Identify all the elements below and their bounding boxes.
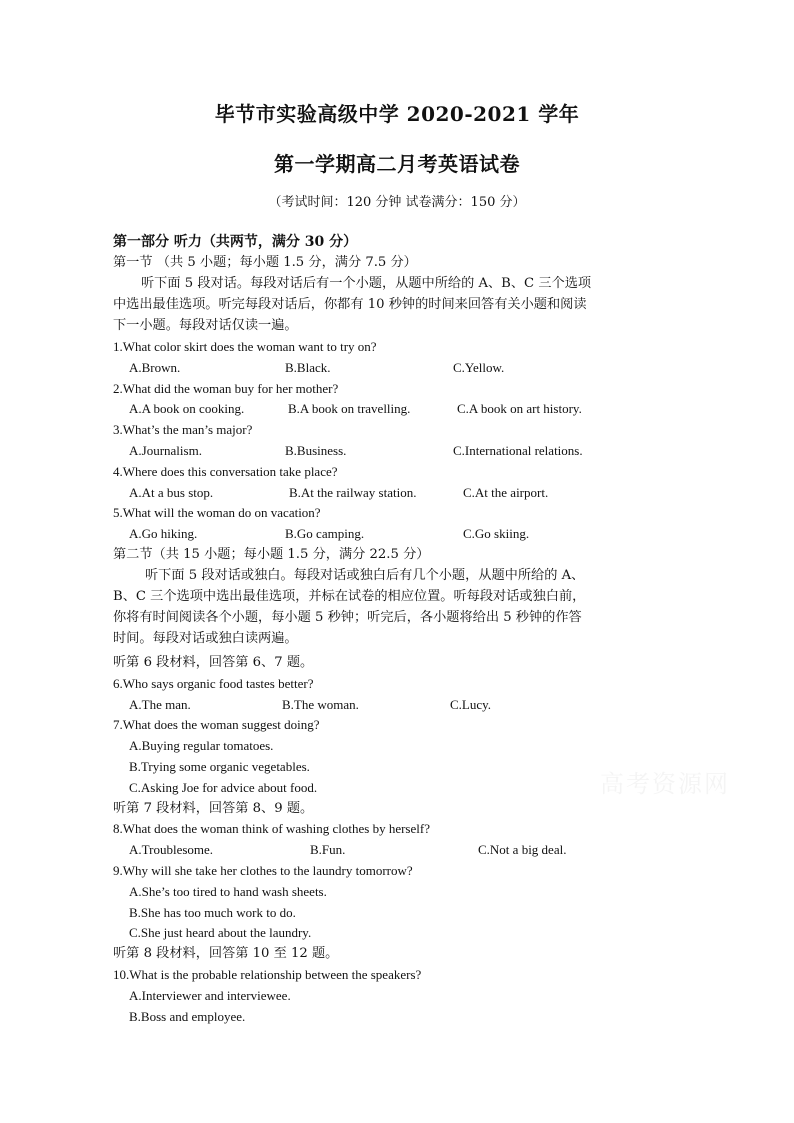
option-b: B.Black.: [285, 360, 331, 375]
question-stem: 7.What does the woman suggest doing?: [113, 717, 320, 732]
exam-subtitle: 第一学期高二月考英语试卷: [274, 152, 520, 176]
option-b: B.A book on travelling.: [288, 401, 411, 416]
option-b: B.Go camping.: [285, 526, 365, 541]
question-stem: 3.What’s the man’s major?: [113, 422, 253, 437]
option-c: C.International relations.: [453, 443, 583, 458]
section1-instruction-line: 中选出最佳选项。听完每段对话后，你都有 10 秒钟的时间来回答有关小题和阅读: [113, 297, 587, 312]
option-c: C.Go skiing.: [463, 526, 530, 541]
exam-info: （考试时间：120 分钟 试卷满分：150 分）: [268, 195, 526, 210]
section2-heading: 第二节（共 15 小题；每小题 1.5 分，满分 22.5 分）: [113, 547, 430, 562]
section1-instruction-line: 听下面 5 段对话。每段对话后有一个小题，从题中所给的 A、B、C 三个选项: [141, 276, 592, 291]
option-a: A.Brown.: [129, 360, 181, 375]
question-stem: 10.What is the probable relationship between the speakers?: [113, 967, 422, 982]
section2-instruction-line: B、C 三个选项中选出最佳选项，并标在试卷的相应位置。听每段对话或独白前，: [113, 589, 586, 604]
option-a: A.She’s too tired to hand wash sheets.: [129, 884, 327, 899]
option-c: C.Asking Joe for advice about food.: [129, 780, 318, 795]
option-a: A.Buying regular tomatoes.: [129, 738, 274, 753]
option-b: B.She has too much work to do.: [129, 905, 296, 920]
option-b: B.At the railway station.: [289, 485, 417, 500]
option-a: A.Go hiking.: [129, 526, 198, 541]
option-c: C.Lucy.: [450, 697, 492, 712]
option-a: A.Interviewer and interviewee.: [129, 988, 291, 1003]
option-c: C.Yellow.: [453, 360, 505, 375]
material-heading: 听第 6 段材料，回答第 6、7 题。: [113, 655, 314, 670]
section1-heading: 第一节 （共 5 小题；每小题 1.5 分，满分 7.5 分）: [113, 255, 417, 270]
option-c: C.Not a big deal.: [478, 842, 567, 857]
option-c: C.She just heard about the laundry.: [129, 925, 312, 940]
question-stem: 9.Why will she take her clothes to the laundry tomorrow?: [113, 863, 413, 878]
section2-instruction-line: 听下面 5 段对话或独白。每段对话或独白后有几个小题，从题中所给的 A、: [145, 568, 585, 583]
material-heading: 听第 7 段材料，回答第 8、9 题。: [113, 801, 314, 816]
exam-title: 毕节市实验高级中学 2020-2021 学年: [214, 102, 580, 126]
question-stem: 1.What color skirt does the woman want to try on?: [113, 339, 377, 354]
question-stem: 6.Who says organic food tastes better?: [113, 676, 314, 691]
option-b: B.Boss and employee.: [129, 1009, 246, 1024]
option-a: A.At a bus stop.: [129, 485, 214, 500]
option-c: C.At the airport.: [463, 485, 549, 500]
option-c: C.A book on art history.: [457, 401, 582, 416]
question-stem: 8.What does the woman think of washing clothes by herself?: [113, 821, 430, 836]
part1-heading: 第一部分 听力（共两节，满分 30 分）: [113, 234, 358, 250]
question-stem: 4.Where does this conversation take place?: [113, 464, 338, 479]
option-b: B.The woman.: [282, 697, 359, 712]
material-heading: 听第 8 段材料，回答第 10 至 12 题。: [113, 946, 339, 961]
watermark: 高考资源网: [600, 770, 730, 798]
option-a: A.A book on cooking.: [129, 401, 245, 416]
section1-instruction-line: 下一小题。每段对话仅读一遍。: [113, 318, 298, 333]
option-b: B.Business.: [285, 443, 347, 458]
option-a: A.Troublesome.: [129, 842, 214, 857]
section2-instruction-line: 时间。每段对话或独白读两遍。: [113, 631, 298, 646]
question-stem: 5.What will the woman do on vacation?: [113, 505, 321, 520]
option-b: B.Trying some organic vegetables.: [129, 759, 310, 774]
question-stem: 2.What did the woman buy for her mother?: [113, 381, 339, 396]
option-a: A.Journalism.: [129, 443, 202, 458]
section2-instruction-line: 你将有时间阅读各个小题，每小题 5 秒钟；听完后，各小题将给出 5 秒钟的作答: [113, 610, 582, 625]
option-b: B.Fun.: [310, 842, 346, 857]
option-a: A.The man.: [129, 697, 191, 712]
